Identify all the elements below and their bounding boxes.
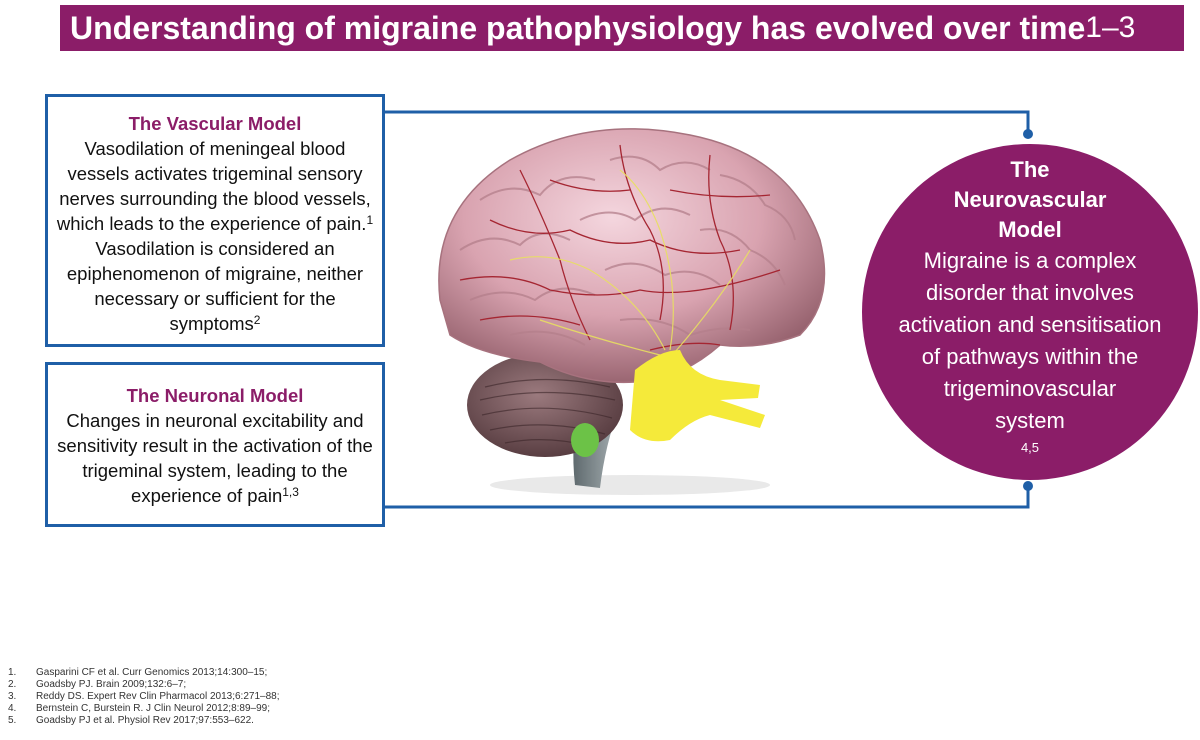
slide-title-text: Understanding of migraine pathophysiology has evolved over time [70,9,1086,46]
reference-text: Reddy DS. Expert Rev Clin Pharmacol 2013;6:271–88; [36,691,280,702]
vascular-ref2: 2 [253,313,261,327]
reference-item [8,667,279,679]
reference-number: 1. [8,667,17,678]
neuronal-ref: 1,3 [282,485,299,499]
reference-text: Gasparini CF et al. Curr Genomics 2013;14:300–15; [36,667,268,678]
brain-illustration [420,100,840,505]
reference-item [8,703,279,715]
vascular-model-title: The Vascular Model [128,113,302,134]
vascular-body-part1: Vasodilation of meningeal blood vessels activates trigeminal sensory nerves surrounding the blood vessels, which leads to the experience of pain. [56,138,371,234]
brain-icon [420,100,840,500]
reference-text: Goadsby PJ et al. Physiol Rev 2017;97:553–622. [36,715,254,726]
reference-list [8,667,279,727]
circle-title-line-3: Model [998,217,1062,242]
reference-text: Goadsby PJ. Brain 2009;132:6–7; [36,679,187,690]
reference-number: 5. [8,715,17,726]
reference-item [8,679,279,691]
neurovascular-model-body [899,245,1162,469]
circle-body-line-1: Migraine is a complex [923,248,1137,273]
circle-body-line-5: trigeminovascular [943,376,1117,401]
neuronal-model-body [56,408,374,508]
neurovascular-model-title [954,155,1107,245]
circle-body-last-word: system [995,408,1065,433]
vascular-model-body [56,136,374,336]
circle-title-line-1: The [1010,157,1050,182]
neuronal-model-title: The Neuronal Model [126,385,304,406]
reference-number: 2. [8,679,17,690]
neurovascular-model-circle [862,144,1198,480]
reference-text: Bernstein C, Burstein R. J Clin Neurol 2012;8:89–99; [36,703,271,714]
vascular-body-part2: Vasodilation is considered an epiphenomenon of migraine, neither necessary or sufficient for the symptoms [66,238,364,334]
vascular-ref1: 1 [366,213,374,227]
circle-body-line-4: of pathways within the [921,344,1139,369]
circle-ref: 4,5 [1020,440,1040,455]
circle-body-line-3: activation and sensitisation [898,312,1162,337]
circle-title-line-2: Neurovascular [953,187,1107,212]
reference-number: 4. [8,703,17,714]
neuronal-model-box [45,362,385,527]
top-connector-dot [1023,129,1033,139]
slide-title-refs: 1–3 [1085,11,1136,44]
circle-body-line-6 [899,405,1162,469]
reference-item [8,715,279,727]
neuronal-body-text: Changes in neuronal excitability and sensitivity result in the activation of the trigeminal system, leading to the experience of pain [57,410,373,506]
circle-body-line-2: disorder that involves [926,280,1134,305]
reference-number: 3. [8,691,17,702]
reference-item [8,691,279,703]
vascular-model-box [45,94,385,347]
bottom-connector-dot [1023,481,1033,491]
